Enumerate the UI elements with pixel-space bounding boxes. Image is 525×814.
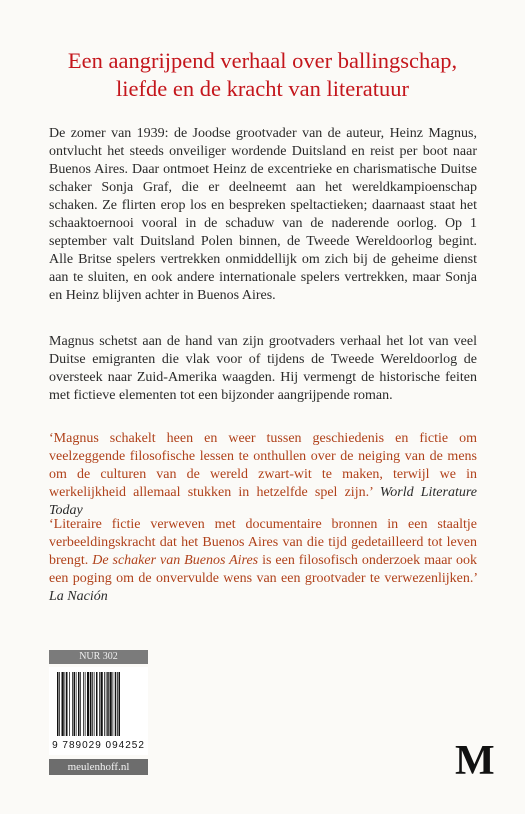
- barcode-bar: [101, 672, 103, 736]
- cover-heading: [40, 47, 485, 103]
- barcode-bar: [117, 672, 118, 736]
- barcode-bar: [106, 672, 107, 736]
- heading-line-1: Een aangrijpend verhaal over ballingschap,: [67, 48, 458, 73]
- quote-2-text-after: is een filosofisch onderzoek maar ook een poging om de onvervulde wens van een grootvader te verwezenlijken.’: [49, 553, 478, 586]
- barcode-bar: [57, 672, 59, 736]
- barcode-bar: [78, 672, 80, 736]
- quote-2-source: La Nación: [49, 589, 108, 604]
- isbn-number: 9 789029 094252: [52, 740, 145, 751]
- barcode-bar: [85, 672, 86, 736]
- barcode-bar: [59, 672, 60, 736]
- barcode-bar: [110, 672, 112, 736]
- barcode-bar: [66, 672, 68, 736]
- barcode-bar: [90, 672, 92, 736]
- barcode-bar: [99, 672, 100, 736]
- barcode-bars: [57, 672, 140, 738]
- barcode-bar: [119, 672, 121, 736]
- barcode-bar: [76, 672, 77, 736]
- barcode-bar: [69, 672, 70, 736]
- review-quote-1: [49, 430, 477, 520]
- barcode-bar: [65, 672, 66, 736]
- barcode-bar: [115, 672, 117, 736]
- quote-2-book-title: De schaker van Buenos Aires: [92, 553, 259, 568]
- barcode-bar: [87, 672, 89, 736]
- blurb-paragraph-1: De zomer van 1939: de Joodse grootvader van de auteur, Heinz Magnus, ontvlucht het steeds onveiliger wordende Duitsland en reist per boot naar Buenos Aires. Daar ontmoet Heinz de excentrieke en charismatische Duitse schaker Sonja Graf, die er deelneemt aan het wereldkampioenschap schaken. Ze flirten erop los en bespreken speltactieken; daarnaast staat het schaaktoernooi vooral in de schaduw van de naderende oorlog. Op 1 september valt Duitsland Polen binnen, de Tweede Wereldoorlog begint. Alle Britse spelers vertrekken onmiddellijk om zich bij de geheime dienst aan te sluiten, en ook andere internationale spelers vertrekken, maar Sonja en Heinz blijven achter in Buenos Aires.: [49, 126, 477, 303]
- nur-code-label: NUR 302: [49, 650, 148, 664]
- isbn-barcode: [49, 667, 148, 755]
- quote-1-text: ‘Magnus schakelt heen en weer tussen geschiedenis en fictie om veelzeggende filosofische lessen te onthullen over de neiging van de mens om de culturen van de wereld zwart-wit te maken, terwijl we in werkelijkheid allemaal stukken in hetzelfde spel zijn.’: [49, 431, 477, 500]
- review-quote-2: [49, 516, 477, 606]
- heading-line-2: liefde en de kracht van literatuur: [116, 76, 409, 101]
- barcode-bar: [72, 672, 73, 736]
- barcode-bar: [113, 672, 114, 736]
- publisher-website: meulenhoff.nl: [49, 759, 148, 775]
- barcode-bar: [80, 672, 81, 736]
- barcode-bar: [92, 672, 93, 736]
- barcode-bar: [74, 672, 76, 736]
- barcode-bar: [104, 672, 105, 736]
- quote-2-text-before: ‘Literaire fictie verweven met documentaire bronnen in een staaltje verbeeldingskracht dat het Buenos Aires van die tijd gedetailleerd tot leven brengt.: [49, 517, 477, 568]
- blurb-paragraph-2: Magnus schetst aan de hand van zijn grootvaders verhaal het lot van veel Duitse emigranten die vlak voor of tijdens de Tweede Wereldoorlog de oversteek naar Zuid-Amerika waagden. Hij vermengt de historische feiten met fictieve elementen tot een bijzonder aangrijpende roman.: [49, 334, 477, 403]
- barcode-bar: [83, 672, 84, 736]
- publisher-logo: M: [455, 738, 495, 784]
- barcode-bar: [96, 672, 98, 736]
- barcode-bar: [62, 672, 64, 736]
- barcode-bar: [107, 672, 109, 736]
- quote-1-source: World Literature Today: [49, 485, 478, 518]
- barcode-bar: [94, 672, 95, 736]
